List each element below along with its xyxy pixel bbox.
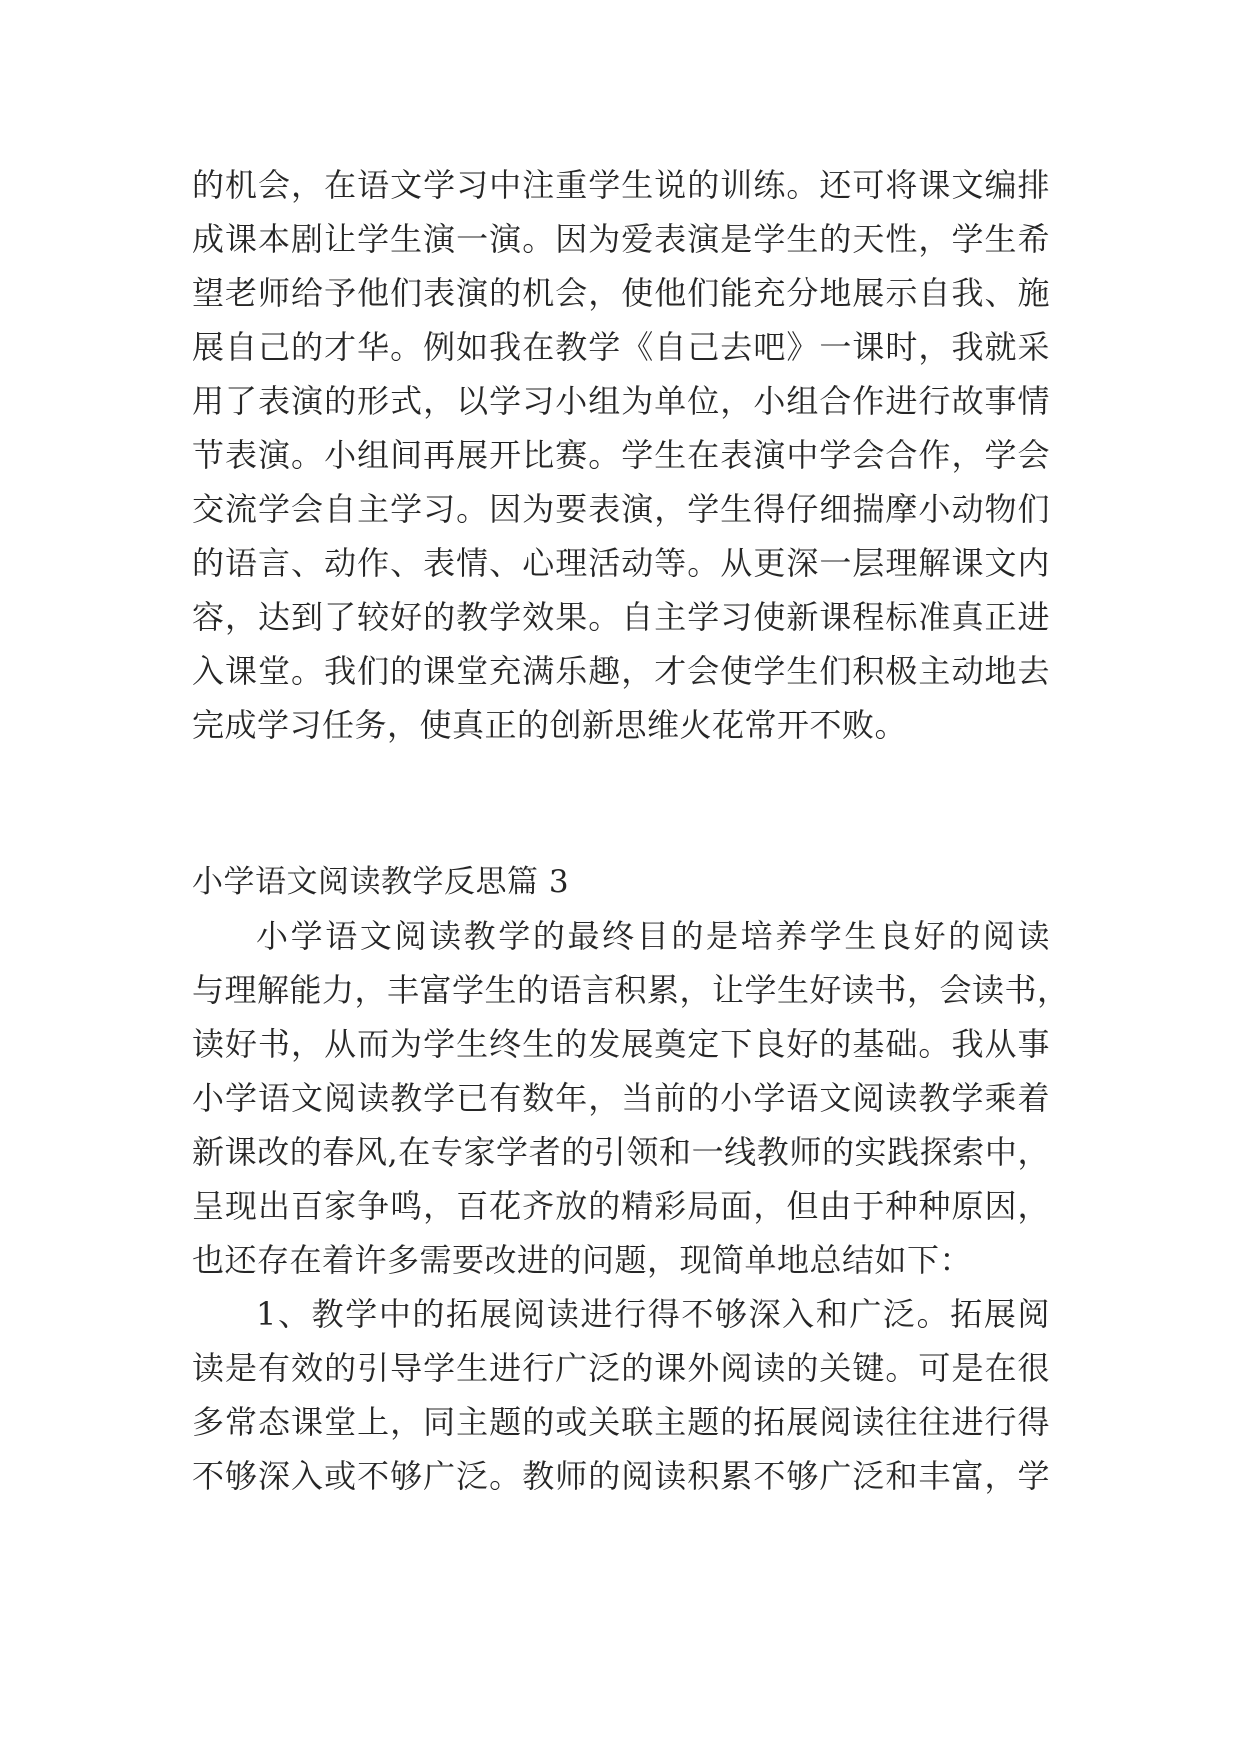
paragraph-line: 1、教学中的拓展阅读进行得不够深入和广泛。拓展阅 [256, 1295, 1050, 1333]
paragraph-line: 读是有效的引导学生进行广泛的课外阅读的关键。可是在很 [192, 1349, 1050, 1387]
paragraph-line: 与理解能力，丰富学生的语言积累，让学生好读书，会读书， [192, 971, 1070, 1009]
paragraph-line: 成课本剧让学生演一演。因为爱表演是学生的天性，学生希 [192, 220, 1050, 258]
paragraph-line: 不够深入或不够广泛。教师的阅读积累不够广泛和丰富，学 [192, 1457, 1050, 1495]
paragraph-line: 望老师给予他们表演的机会，使他们能充分地展示自我、施 [192, 274, 1050, 312]
paragraph-line: 节表演。小组间再展开比赛。学生在表演中学会合作，学会 [192, 436, 1050, 474]
paragraph-line: 小学语文阅读教学已有数年，当前的小学语文阅读教学乘着 [192, 1079, 1050, 1117]
paragraph-line: 多常态课堂上，同主题的或关联主题的拓展阅读往往进行得 [192, 1403, 1050, 1441]
paragraph-line: 展自己的才华。例如我在教学《自己去吧》一课时，我就采 [192, 328, 1050, 366]
paragraph-line: 完成学习任务，使真正的创新思维火花常开不败。 [192, 706, 908, 744]
section-title: 小学语文阅读教学反思篇 3 [192, 864, 570, 900]
paragraph-line: 入课堂。我们的课堂充满乐趣，才会使学生们积极主动地去 [192, 652, 1050, 690]
paragraph-line: 容，达到了较好的教学效果。自主学习使新课程标准真正进 [192, 598, 1050, 636]
paragraph-line: 新课改的春风,在专家学者的引领和一线教师的实践探索中， [192, 1133, 1050, 1171]
paragraph-continued [192, 158, 1050, 752]
paragraph-line: 呈现出百家争鸣，百花齐放的精彩局面，但由于种种原因， [192, 1187, 1050, 1225]
paragraph-line: 读好书，从而为学生终生的发展奠定下良好的基础。我从事 [192, 1025, 1050, 1063]
paragraph-line: 小学语文阅读教学的最终目的是培养学生良好的阅读 [256, 917, 1050, 955]
paragraph-line: 用了表演的形式，以学习小组为单位，小组合作进行故事情 [192, 382, 1050, 420]
paragraph-line: 的机会，在语文学习中注重学生说的训练。还可将课文编排 [192, 166, 1050, 204]
section-body [192, 909, 1070, 1503]
paragraph-line: 交流学会自主学习。因为要表演，学生得仔细揣摩小动物们 [192, 490, 1050, 528]
paragraph-line: 也还存在着许多需要改进的问题，现简单地总结如下： [192, 1241, 973, 1279]
paragraph-line: 的语言、动作、表情、心理活动等。从更深一层理解课文内 [192, 544, 1050, 582]
